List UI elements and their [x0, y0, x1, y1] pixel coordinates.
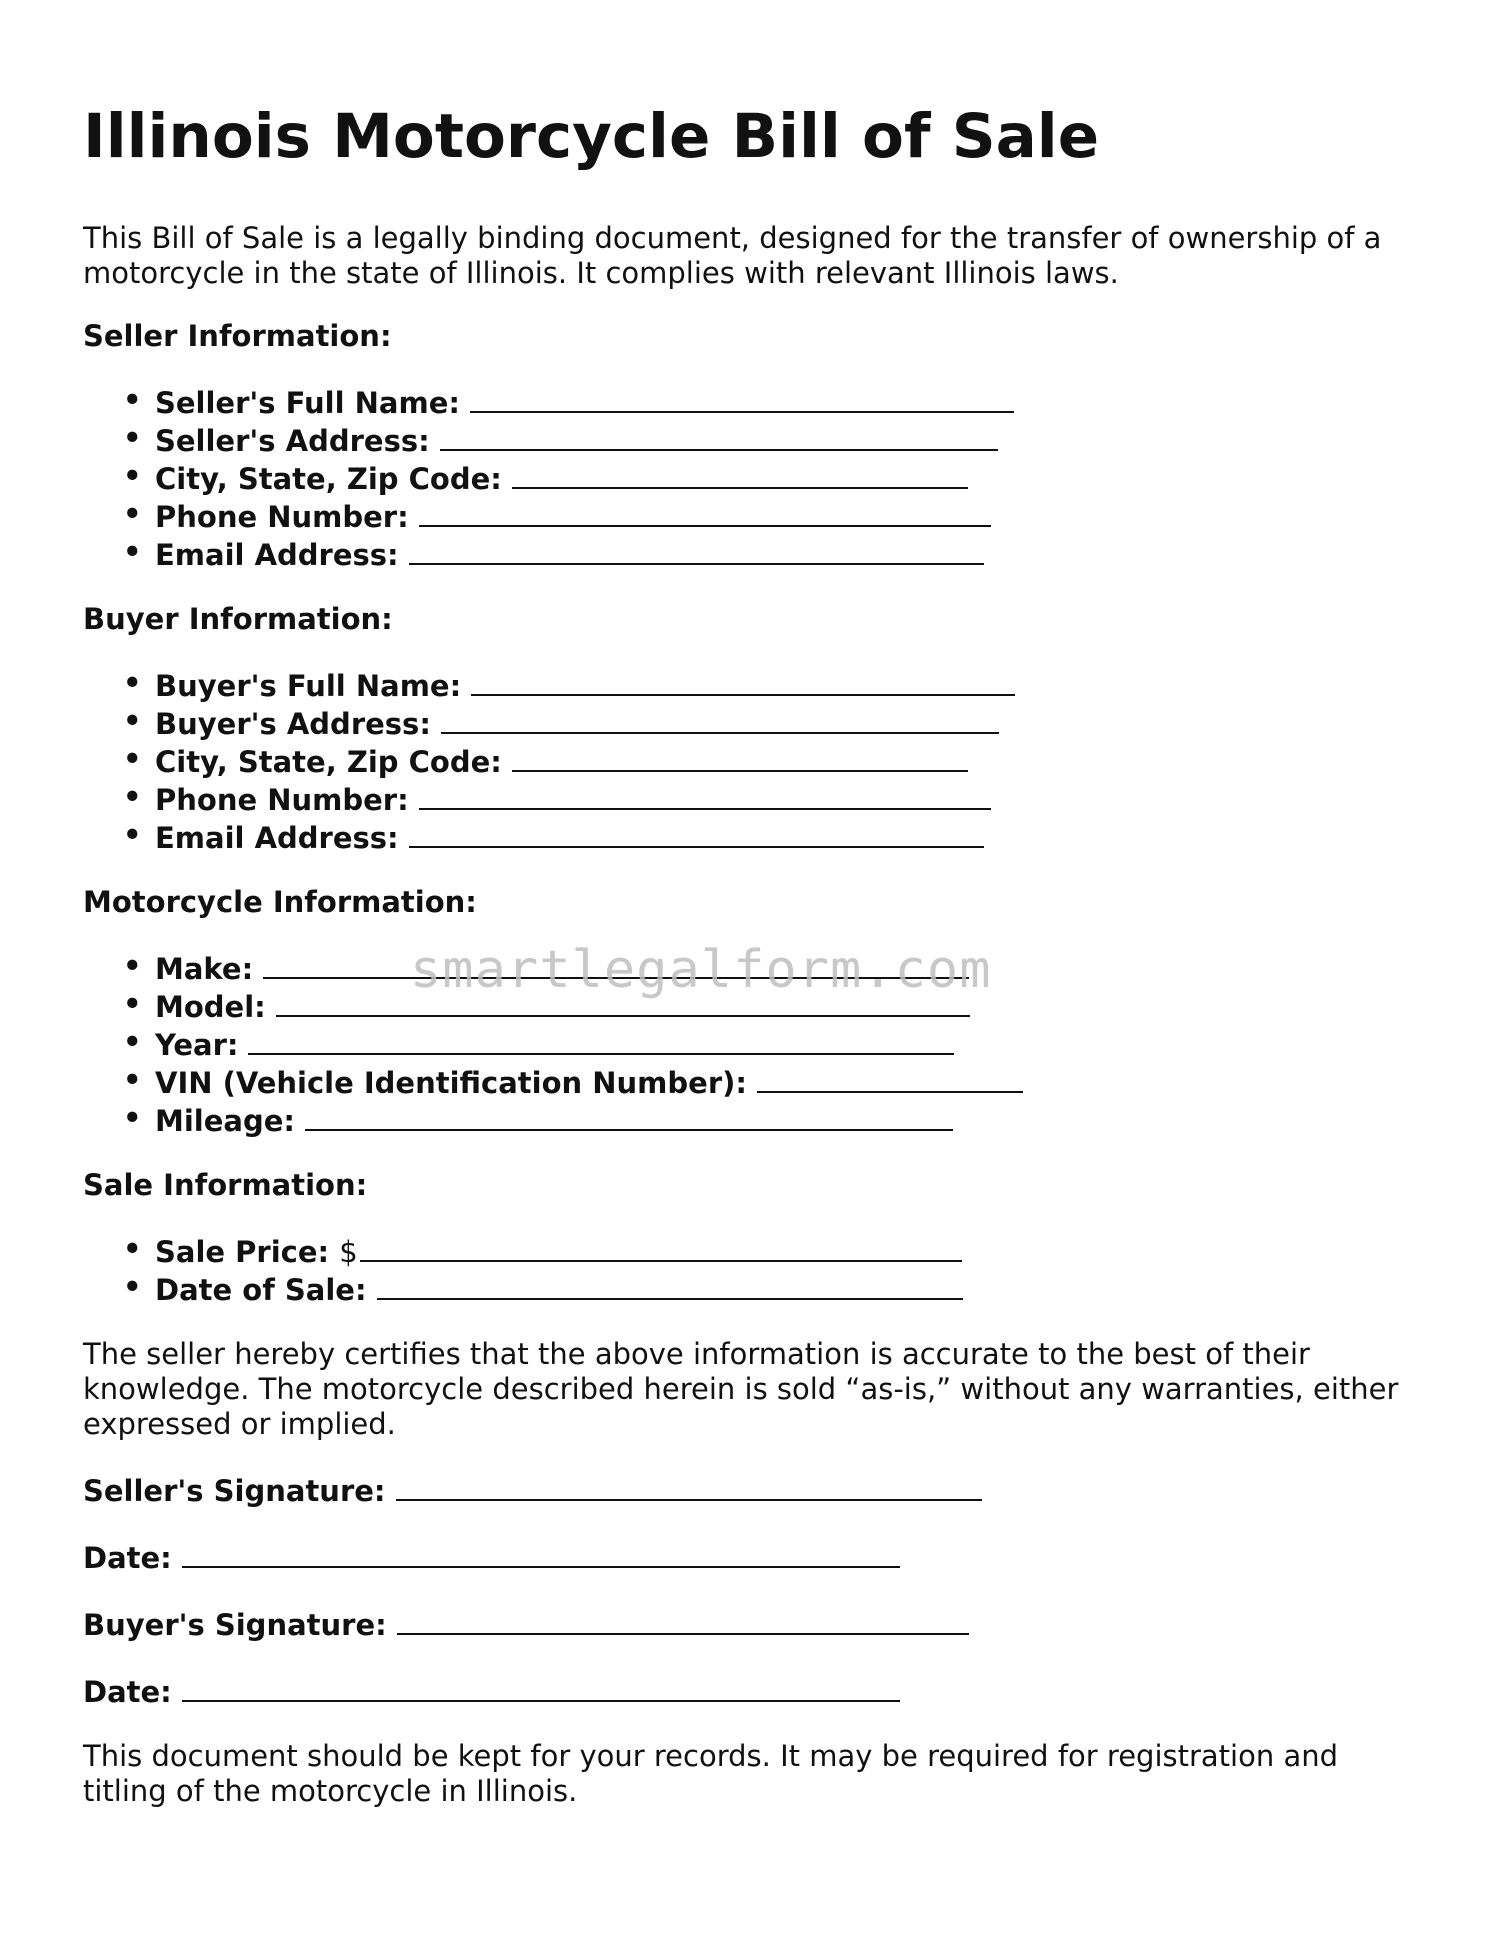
seller-full-name-blank[interactable]	[470, 383, 1014, 413]
seller-city-state-zip-blank[interactable]	[512, 459, 968, 489]
sale-price-field: • Sale Price: $	[123, 1232, 1423, 1270]
buyer-fields	[83, 666, 1423, 856]
field-label: Mileage:	[155, 1104, 296, 1139]
field-label: Phone Number:	[155, 783, 409, 818]
seller-phone-blank[interactable]	[419, 497, 991, 527]
watermark-text: smartlegalform.com	[410, 940, 992, 1000]
buyer-city-state-zip-field: • City, State, Zip Code:	[123, 742, 1423, 780]
field-label: Seller's Full Name:	[155, 386, 460, 421]
buyer-phone-blank[interactable]	[419, 780, 991, 810]
seller-phone-field: • Phone Number:	[123, 497, 1423, 535]
buyer-full-name-field: • Buyer's Full Name:	[123, 666, 1423, 704]
field-label: Email Address:	[155, 538, 399, 573]
mileage-field: • Mileage:	[123, 1101, 1423, 1139]
field-label: City, State, Zip Code:	[155, 745, 502, 780]
model-field: • Model:	[123, 987, 1423, 1025]
field-label: Email Address:	[155, 821, 399, 856]
intro-paragraph: This Bill of Sale is a legally binding document, designed for the transfer of ownership of a motorcycle in the state of Illinois. It complies with relevant Illinois laws.	[83, 221, 1382, 291]
field-label: Make:	[155, 952, 254, 987]
buyer-city-state-zip-blank[interactable]	[512, 742, 968, 772]
field-label: Year:	[155, 1028, 239, 1063]
field-label: City, State, Zip Code:	[155, 462, 502, 497]
vin-blank[interactable]	[757, 1063, 1023, 1093]
seller-address-blank[interactable]	[440, 421, 998, 451]
buyer-signature-label: Buyer's Signature:	[83, 1608, 387, 1643]
buyer-signature-line	[83, 1605, 1423, 1643]
sale-heading: Sale Information:	[83, 1168, 368, 1203]
field-label: Phone Number:	[155, 500, 409, 535]
date-of-sale-field: • Date of Sale:	[123, 1270, 1423, 1308]
seller-signature-blank[interactable]	[396, 1471, 982, 1501]
make-field: • Make:	[123, 949, 1423, 987]
seller-signature-label: Seller's Signature:	[83, 1474, 386, 1509]
mileage-blank[interactable]	[305, 1101, 953, 1131]
buyer-heading: Buyer Information:	[83, 602, 393, 637]
buyer-address-blank[interactable]	[441, 704, 999, 734]
seller-date-blank[interactable]	[182, 1538, 900, 1568]
buyer-date-label: Date:	[83, 1675, 172, 1710]
seller-email-field: • Email Address:	[123, 535, 1423, 573]
seller-city-state-zip-field: • City, State, Zip Code:	[123, 459, 1423, 497]
seller-email-blank[interactable]	[409, 535, 984, 565]
seller-date-line	[83, 1538, 1423, 1576]
year-field: • Year:	[123, 1025, 1423, 1063]
seller-full-name-field: • Seller's Full Name:	[123, 383, 1423, 421]
field-label: Seller's Address:	[155, 424, 430, 459]
buyer-address-field: • Buyer's Address:	[123, 704, 1423, 742]
buyer-full-name-blank[interactable]	[471, 666, 1015, 696]
currency-symbol: $	[339, 1235, 358, 1270]
field-label: Buyer's Address:	[155, 707, 431, 742]
buyer-date-blank[interactable]	[182, 1672, 900, 1702]
field-label: VIN (Vehicle Identification Number):	[155, 1066, 747, 1101]
motorcycle-heading: Motorcycle Information:	[83, 885, 477, 920]
buyer-signature-blank[interactable]	[397, 1605, 969, 1635]
seller-fields	[83, 383, 1423, 573]
field-label: Buyer's Full Name:	[155, 669, 462, 704]
buyer-date-line	[83, 1672, 1423, 1710]
closing-paragraph: This document should be kept for your records. It may be required for registration and titling of the motorcycle in Illinois.	[83, 1739, 1339, 1809]
buyer-phone-field: • Phone Number:	[123, 780, 1423, 818]
certification-paragraph: The seller hereby certifies that the above information is accurate to the best of their knowledge. The motorcycle described herein is sold “as-is,” without any warranties, either expressed or implied.	[83, 1337, 1399, 1442]
seller-heading: Seller Information:	[83, 319, 392, 354]
seller-date-label: Date:	[83, 1541, 172, 1576]
sale-price-blank[interactable]	[360, 1232, 962, 1262]
date-of-sale-blank[interactable]	[377, 1270, 963, 1300]
document-title: Illinois Motorcycle Bill of Sale	[83, 101, 1100, 172]
buyer-email-field: • Email Address:	[123, 818, 1423, 856]
field-label: Model:	[155, 990, 266, 1025]
seller-address-field: • Seller's Address:	[123, 421, 1423, 459]
year-blank[interactable]	[248, 1025, 954, 1055]
field-label: Date of Sale:	[155, 1273, 367, 1308]
seller-signature-line	[83, 1471, 1423, 1509]
sale-fields	[83, 1232, 1423, 1308]
vin-field: • VIN (Vehicle Identification Number):	[123, 1063, 1423, 1101]
buyer-email-blank[interactable]	[409, 818, 984, 848]
field-label: Sale Price:	[155, 1235, 330, 1270]
